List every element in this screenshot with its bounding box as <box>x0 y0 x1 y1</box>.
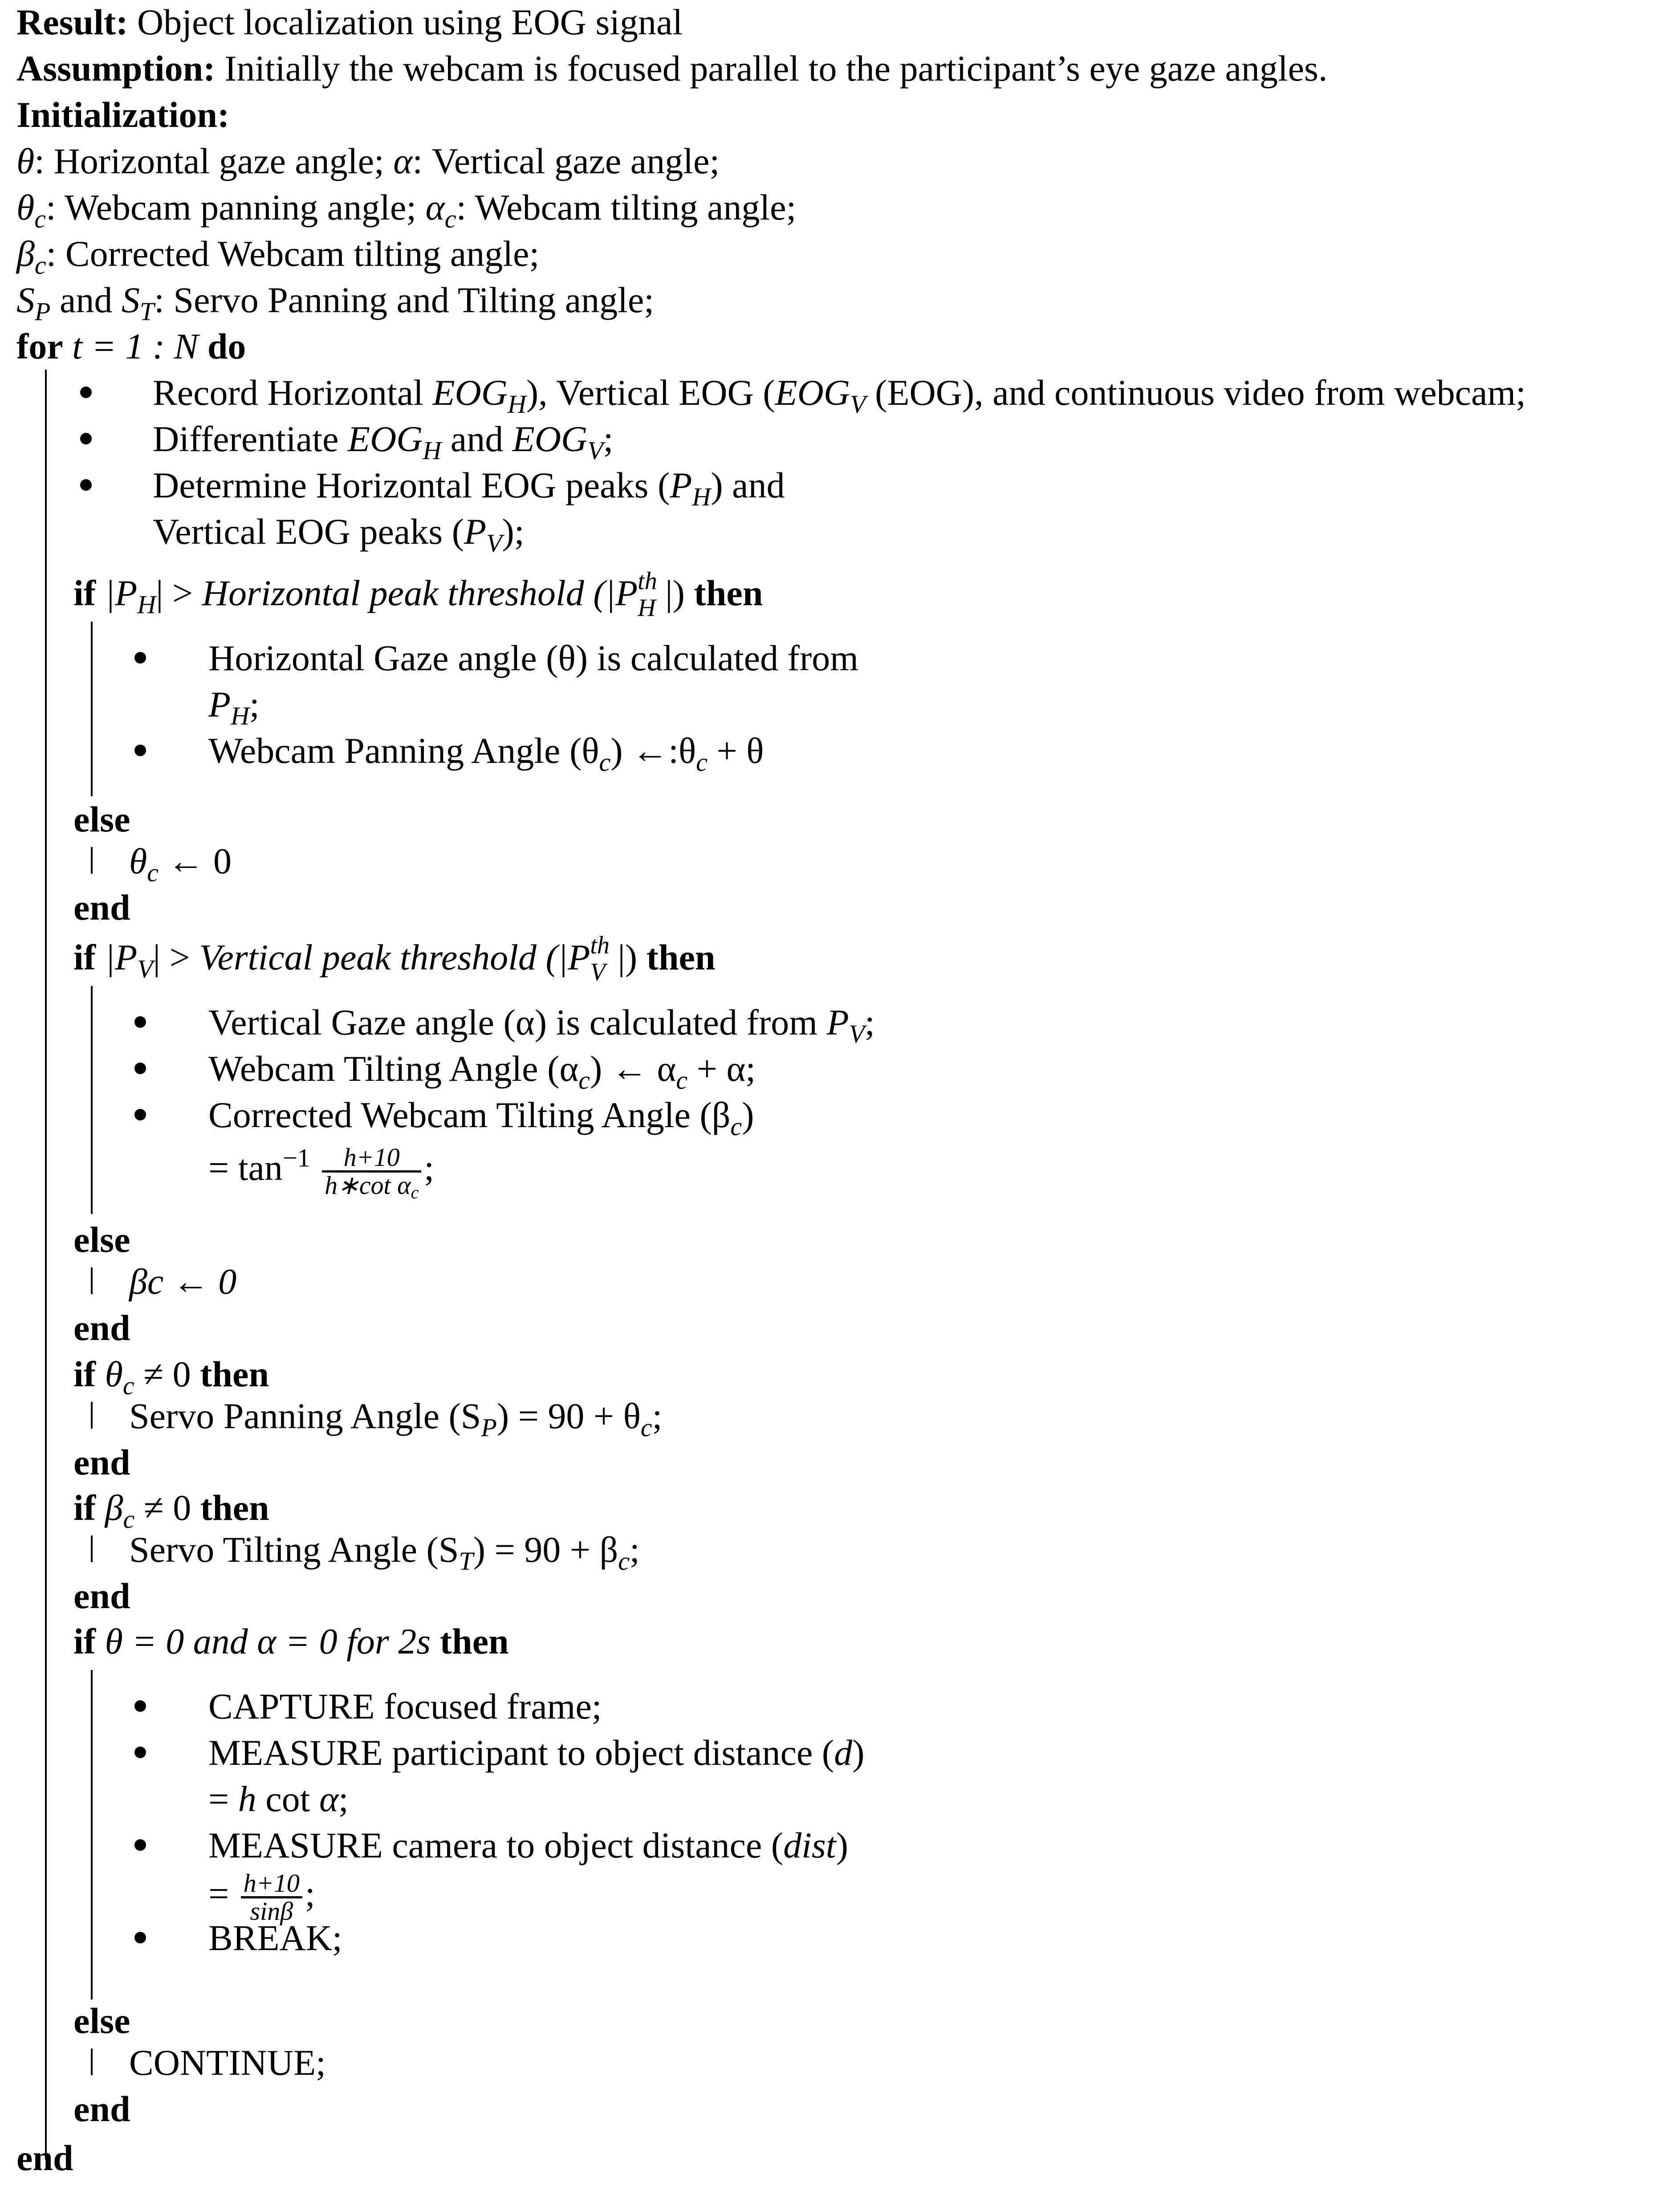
capture-step-1: CAPTURE focused frame; <box>208 1686 602 1727</box>
superscript-subscript <box>638 567 665 622</box>
step-text: Vertical Gaze angle (α) is calculated from <box>208 1002 827 1043</box>
fraction <box>322 1143 421 1202</box>
subscript: H <box>692 482 711 511</box>
else-block-bar <box>91 2049 93 2075</box>
subscript: P <box>481 1413 497 1442</box>
bullet-icon <box>80 479 92 491</box>
bullet-icon <box>134 1700 146 1712</box>
subscript: c <box>34 204 46 233</box>
beta-symbol: β <box>16 233 35 274</box>
fraction-denominator <box>322 1171 421 1202</box>
step-text: ) <box>742 1095 754 1135</box>
init-text: and <box>50 280 122 320</box>
step-text: Vertical EOG peaks ( <box>153 511 464 552</box>
if-h-step-1-cont <box>208 682 260 730</box>
subscript: c <box>578 1066 590 1095</box>
step-text: (EOG), and continuous video from webcam; <box>866 372 1526 413</box>
keyword-end: end <box>73 887 130 928</box>
keyword-if: if <box>73 1621 96 1662</box>
bullet-icon <box>134 1109 146 1120</box>
else-h-body <box>129 839 232 887</box>
dist-symbol: dist <box>783 1825 836 1865</box>
if-vertical-line <box>73 932 716 986</box>
keyword-end: end <box>73 1307 130 1348</box>
step-text: ; <box>249 684 260 725</box>
step-text: Horizontal Gaze angle (θ) is calculated from <box>208 638 858 678</box>
if-block-bar <box>91 622 93 796</box>
init-line-2 <box>16 185 797 233</box>
eog-symbol: EOG <box>775 372 850 413</box>
step-text: ) <box>836 1825 848 1865</box>
subscript: T <box>459 1547 473 1576</box>
keyword-else: else <box>73 2000 130 2041</box>
step-text: ) ← α <box>590 1048 676 1089</box>
subscript: c <box>696 748 708 777</box>
s-symbol: S <box>16 280 35 320</box>
keyword-then: then <box>439 1621 509 1662</box>
subscript: c <box>730 1112 742 1141</box>
if-v-step-2 <box>208 1047 756 1095</box>
alpha-symbol: α <box>425 187 445 228</box>
subscript: c <box>34 251 46 280</box>
cond-text: | > <box>153 937 199 977</box>
subscript: c <box>122 1371 134 1400</box>
p-symbol: P <box>670 465 692 505</box>
superscript: th <box>590 932 610 959</box>
capture-step-3 <box>208 1823 848 1868</box>
step-text: ) = 90 + β <box>473 1529 618 1570</box>
subscript: H <box>423 436 442 465</box>
bullet-icon <box>80 387 92 398</box>
else-v-body: βc ← 0 <box>129 1261 237 1302</box>
keyword-end: end <box>73 2089 130 2129</box>
if-theta-line <box>73 1352 269 1400</box>
keyword-then: then <box>200 1354 269 1394</box>
step-text: Webcam Panning Angle (θ <box>208 730 599 771</box>
fraction-denominator: sinβ <box>250 1897 293 1926</box>
keyword-then: then <box>646 937 716 977</box>
denominator-text: h∗cot α <box>325 1171 411 1200</box>
if-v-step-3-formula <box>208 1143 435 1202</box>
s-symbol: S <box>121 280 140 320</box>
p-symbol: P <box>464 511 487 552</box>
init-text: : Webcam panning angle; <box>46 187 426 228</box>
step-text: + θ <box>707 730 764 771</box>
subscript: c <box>640 1413 652 1442</box>
subscript: c <box>147 858 159 887</box>
p-symbol: P <box>826 1002 849 1043</box>
init-text: : Servo Panning and Tilting angle; <box>154 280 655 320</box>
cond-text: (|P <box>536 937 590 977</box>
subscript: V <box>590 958 606 986</box>
subscript: c <box>411 1182 419 1202</box>
if-v-step-3 <box>208 1093 754 1141</box>
bullet-icon <box>134 1063 146 1074</box>
eog-symbol: EOG <box>512 419 588 459</box>
for-line <box>16 324 246 369</box>
step-text: Webcam Tilting Angle (α <box>208 1048 579 1089</box>
step-text: ; <box>630 1529 640 1570</box>
step-text: ; <box>652 1396 663 1436</box>
superscript-subscript <box>590 932 618 986</box>
if-h-step-2 <box>208 729 764 777</box>
else-block-bar <box>91 1267 93 1294</box>
subscript: H <box>638 594 656 622</box>
bullet-icon <box>134 1747 146 1758</box>
bullet-icon <box>134 1932 146 1943</box>
loop-condition: t = 1 : N <box>72 326 199 367</box>
step-text: Record Horizontal <box>153 372 433 413</box>
for-step-3 <box>153 463 785 511</box>
superscript: th <box>638 567 657 595</box>
subscript: H <box>137 590 156 619</box>
result-text: Object localization using EOG signal <box>137 2 683 42</box>
step-text: MEASURE camera to object distance ( <box>208 1825 784 1865</box>
theta-symbol: θ <box>16 187 35 228</box>
subscript: T <box>139 297 155 326</box>
bullet-icon <box>134 1839 146 1851</box>
keyword-for: for <box>16 326 63 367</box>
step-text: ), Vertical EOG ( <box>526 372 775 413</box>
keyword-then: then <box>200 1487 269 1528</box>
step-text: Corrected Webcam Tilting Angle (β <box>208 1095 731 1135</box>
formula-text: ; <box>424 1147 435 1188</box>
capture-step-4: BREAK; <box>208 1918 342 1958</box>
formula-text: = tan <box>208 1147 283 1188</box>
step-text: ) ←:θ <box>610 730 696 771</box>
formula-text: ; <box>305 1873 315 1914</box>
subscript: V <box>587 436 603 465</box>
init-text: : Horizontal gaze angle; <box>34 141 394 181</box>
step-text: ; <box>603 419 614 459</box>
result-line <box>16 0 683 45</box>
init-line-1 <box>16 139 720 183</box>
keyword-if: if <box>73 1487 96 1528</box>
formula-text: = <box>208 1873 229 1914</box>
subscript: H <box>507 390 526 419</box>
theta-symbol: θ <box>129 841 147 881</box>
alpha-symbol: α <box>319 1779 338 1819</box>
alpha-symbol: α <box>393 141 413 181</box>
for-step-3-cont <box>153 509 525 558</box>
step-text: Differentiate <box>153 419 348 459</box>
if-h-step-1 <box>208 636 858 680</box>
subscript: V <box>137 954 153 983</box>
step-text: ← 0 <box>159 841 232 881</box>
keyword-then: then <box>694 573 763 613</box>
keyword-end: end <box>73 1442 130 1482</box>
if-capture-line <box>73 1619 509 1664</box>
cond-text: |P <box>105 937 138 977</box>
keyword-end-for: end <box>16 2138 73 2178</box>
formula-text: ; <box>338 1779 349 1819</box>
subscript: V <box>849 1019 865 1048</box>
else-block-bar <box>91 847 93 874</box>
else-capture-body: CONTINUE; <box>129 2042 326 2083</box>
bullet-icon <box>134 652 146 664</box>
init-text: : Corrected Webcam tilting angle; <box>46 233 540 274</box>
formula-text: = <box>208 1779 238 1819</box>
if-block-bar <box>91 1670 93 2000</box>
assumption-text: Initially the webcam is focused parallel to the participant’s eye gaze angles. <box>224 48 1328 89</box>
subscript: c <box>444 204 456 233</box>
cond-text: Horizontal peak threshold <box>202 573 584 613</box>
subscript: c <box>123 1505 135 1534</box>
subscript: V <box>850 390 866 419</box>
p-symbol: P <box>208 684 231 725</box>
superscript: −1 <box>282 1143 310 1173</box>
subscript: P <box>35 297 51 326</box>
beta-symbol: β <box>105 1487 123 1528</box>
fraction-numerator: h+10 <box>322 1144 421 1173</box>
assumption-label: Assumption: <box>16 48 216 89</box>
if-beta-body <box>129 1527 640 1576</box>
keyword-if: if <box>73 1354 96 1394</box>
if-block-bar <box>91 1535 93 1562</box>
keyword-end: end <box>73 1576 130 1616</box>
if-horizontal-line <box>73 567 763 622</box>
if-v-step-1 <box>208 1000 875 1048</box>
if-block-bar <box>91 1402 93 1429</box>
keyword-if: if <box>73 573 96 613</box>
init-line-4 <box>16 278 655 326</box>
bullet-icon <box>134 1016 146 1028</box>
init-text: : Webcam tilting angle; <box>456 187 797 228</box>
cond-text: θ = 0 and α = 0 for 2s <box>105 1621 431 1662</box>
bullet-icon <box>134 745 146 756</box>
eog-symbol: EOG <box>432 372 508 413</box>
cond-text: |) <box>618 937 638 977</box>
keyword-else: else <box>73 1219 130 1260</box>
for-step-2 <box>153 417 614 465</box>
step-text: ) <box>852 1732 865 1773</box>
step-text: ) and <box>711 465 785 505</box>
d-symbol: d <box>834 1732 853 1773</box>
step-text: and <box>441 419 513 459</box>
subscript: H <box>231 701 249 730</box>
fraction-numerator: h+10 <box>241 1870 302 1898</box>
eog-symbol: EOG <box>347 419 423 459</box>
cond-text: (|P <box>584 573 638 613</box>
subscript: c <box>618 1547 630 1576</box>
for-step-1 <box>153 371 1526 419</box>
formula-text: cot <box>256 1779 319 1819</box>
keyword-do: do <box>207 326 246 367</box>
initialization-label: Initialization: <box>16 94 230 135</box>
result-label: Result: <box>16 2 128 42</box>
keyword-if: if <box>73 937 96 977</box>
subscript: V <box>486 529 502 558</box>
cond-text: |P <box>105 573 138 613</box>
h-symbol: h <box>238 1779 256 1819</box>
init-line-3 <box>16 232 540 280</box>
assumption-line <box>16 46 1327 91</box>
if-theta-body <box>129 1394 663 1442</box>
theta-symbol: θ <box>16 141 35 181</box>
for-block-bar <box>45 370 47 2160</box>
keyword-else: else <box>73 799 130 839</box>
step-text: ); <box>502 511 525 552</box>
step-text: Servo Tilting Angle (S <box>129 1529 459 1570</box>
init-text: : Vertical gaze angle; <box>412 141 720 181</box>
capture-step-2 <box>208 1731 864 1775</box>
cond-text: Vertical peak threshold <box>199 937 537 977</box>
subscript: c <box>676 1066 688 1095</box>
cond-text: |) <box>665 573 685 613</box>
step-text: Servo Panning Angle (S <box>129 1396 481 1436</box>
capture-step-2-formula <box>208 1777 349 1821</box>
bullet-icon <box>80 433 92 444</box>
theta-symbol: θ <box>105 1354 123 1394</box>
step-text: MEASURE participant to object distance ( <box>208 1732 834 1773</box>
step-text: + α; <box>687 1048 756 1089</box>
step-text: Determine Horizontal EOG peaks ( <box>153 465 670 505</box>
step-text: ) = 90 + θ <box>496 1396 641 1436</box>
if-beta-line <box>73 1486 269 1534</box>
subscript: c <box>599 748 611 777</box>
if-block-bar <box>91 986 93 1214</box>
cond-text: ≠ 0 <box>134 1354 191 1394</box>
cond-text: ≠ 0 <box>134 1487 191 1528</box>
cond-text: | > <box>156 573 202 613</box>
step-text: ; <box>864 1002 875 1043</box>
